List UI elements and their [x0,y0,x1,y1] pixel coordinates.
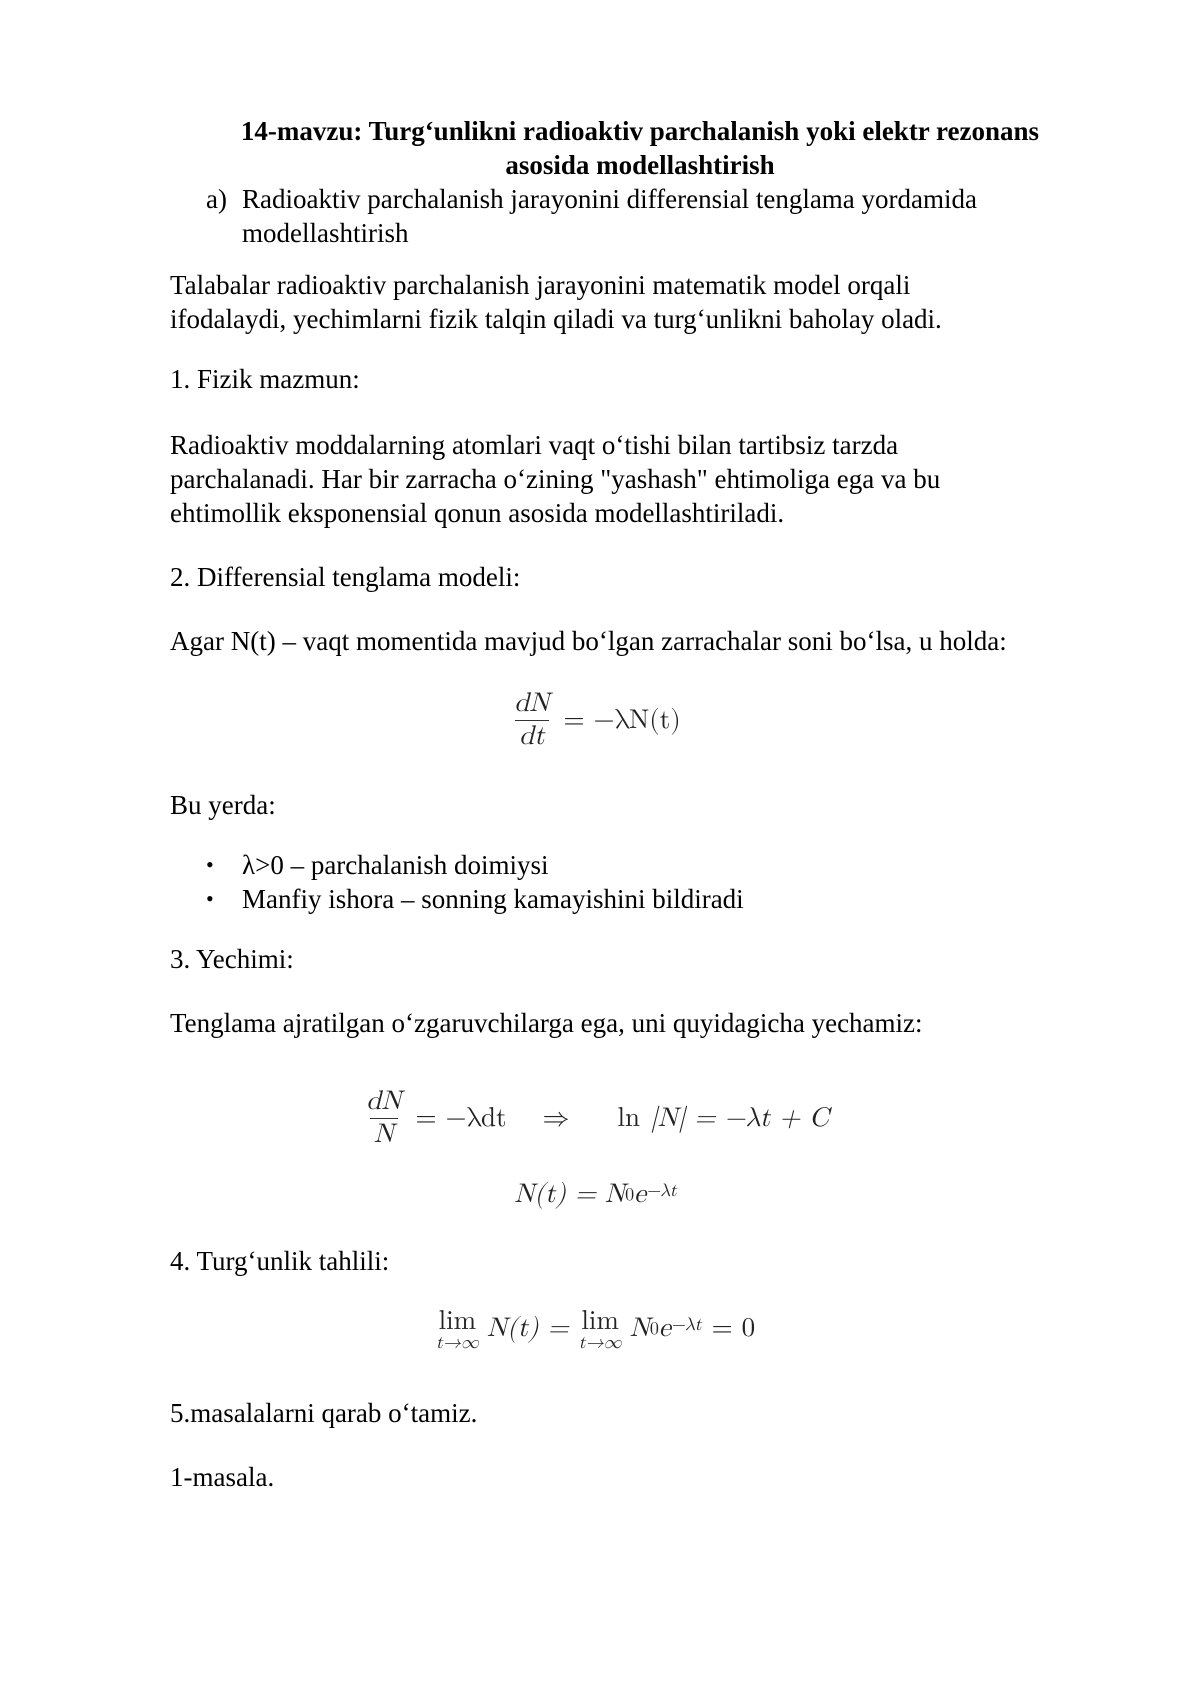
solution-base: e [634,1181,647,1208]
equation-decay [0,688,1191,753]
implies-arrow-icon: ⇒ [542,1104,570,1132]
intro-paragraph [170,268,1130,336]
section-1-line-3: ehtimollik eksponensial qonun asosida modellashtiriladi. [170,498,785,528]
objective-list-item [206,182,1086,250]
equation-ln-rhs: |N| = −λt + C [650,1104,829,1132]
limit-subscript-zero: 0 [649,1320,659,1338]
solution-exponent: −λt [646,1182,677,1200]
page-title [140,114,1140,182]
lim-subscript: t→∞ [435,1334,479,1352]
limit-result: = 0 [711,1315,756,1342]
lim-subscript: t→∞ [578,1334,622,1352]
intro-line-1: Talabalar radioaktiv parchalanish jarayonini matematik model orqali [170,270,911,300]
list-item-text: Manfiy ishora – sonning kamayishini bildiradi [242,884,744,914]
list-item-text: λ>0 – parchalanish doimiysi [242,850,549,880]
objective-line-2: modellashtirish [242,218,409,248]
equation-solution [0,1178,1191,1212]
fraction-dn-n [362,1086,405,1151]
list-item [206,848,1106,882]
section-3-text: Tenglama ajratilgan o‘zgaruvchilarga ega, uni quyidagicha yechamiz: [170,1008,923,1038]
equation-separation [0,1086,1191,1151]
where-label: Bu yerda: [170,790,276,820]
section-4-heading: 4. Turg‘unlik tahlili: [170,1246,390,1276]
objective-line-1: Radioaktiv parchalanish jarayonini differensial tenglama yordamida [242,184,977,214]
list-marker: a) [206,184,227,214]
fraction-dn-dt [510,688,553,753]
fraction-numerator: dN [514,690,550,717]
limit-exponent: −λt [670,1316,702,1334]
bullet-icon: • [206,852,214,877]
title-line-2: asosida modellashtirish [505,150,775,180]
section-2-heading: 2. Differensial tenglama modeli: [170,562,521,592]
problem-1-heading: 1-masala. [170,1462,275,1492]
definition-list [206,848,1106,916]
lim-label: lim [438,1308,477,1335]
list-item [206,882,1106,916]
lim-label: lim [581,1308,619,1335]
section-2-text: Agar N(t) – vaqt momentida mavjud bo‘lgan zarrachalar soni bo‘lsa, u holda: [170,626,1007,656]
section-1-heading: 1. Fizik mazmun: [170,364,360,394]
solution-lhs: N(t) = N [514,1181,626,1208]
intro-line-2: ifodalaydi, yechimlarni fizik talqin qiladi va turg‘unlikni baholay oladi. [170,304,942,334]
equation-middle: = −λdt [415,1104,507,1132]
equation-limit [0,1308,1191,1350]
section-1-line-1: Radioaktiv moddalarning atomlari vaqt o‘tishi bilan tartibsiz tarzda [170,430,899,460]
equation-rhs: = −λN(t) [563,706,681,734]
limit-operator [579,1308,622,1350]
section-1-paragraph [170,428,1130,530]
limit-expression-1: N(t) = [486,1315,569,1342]
limit-e: e [658,1315,671,1342]
bullet-icon: • [206,886,214,911]
section-1-line-2: parchalanadi. Har bir zarracha o‘zining "yashash" ehtimoliga ega va bu [170,464,941,494]
limit-operator [436,1308,479,1350]
fraction-numerator: dN [366,1088,402,1115]
fraction-denominator: dt [515,720,549,753]
section-3-heading: 3. Yechimi: [170,944,294,974]
solution-subscript: 0 [625,1186,635,1204]
section-5-heading: 5.masalalarni qarab o‘tamiz. [170,1398,478,1428]
title-line-1: 14-mavzu: Turg‘unlikni radioaktiv parchalanish yoki elektr rezonans [240,116,1040,146]
fraction-denominator: N [370,1118,398,1151]
ln-operator: ln [617,1104,641,1132]
limit-base: N [629,1315,650,1342]
